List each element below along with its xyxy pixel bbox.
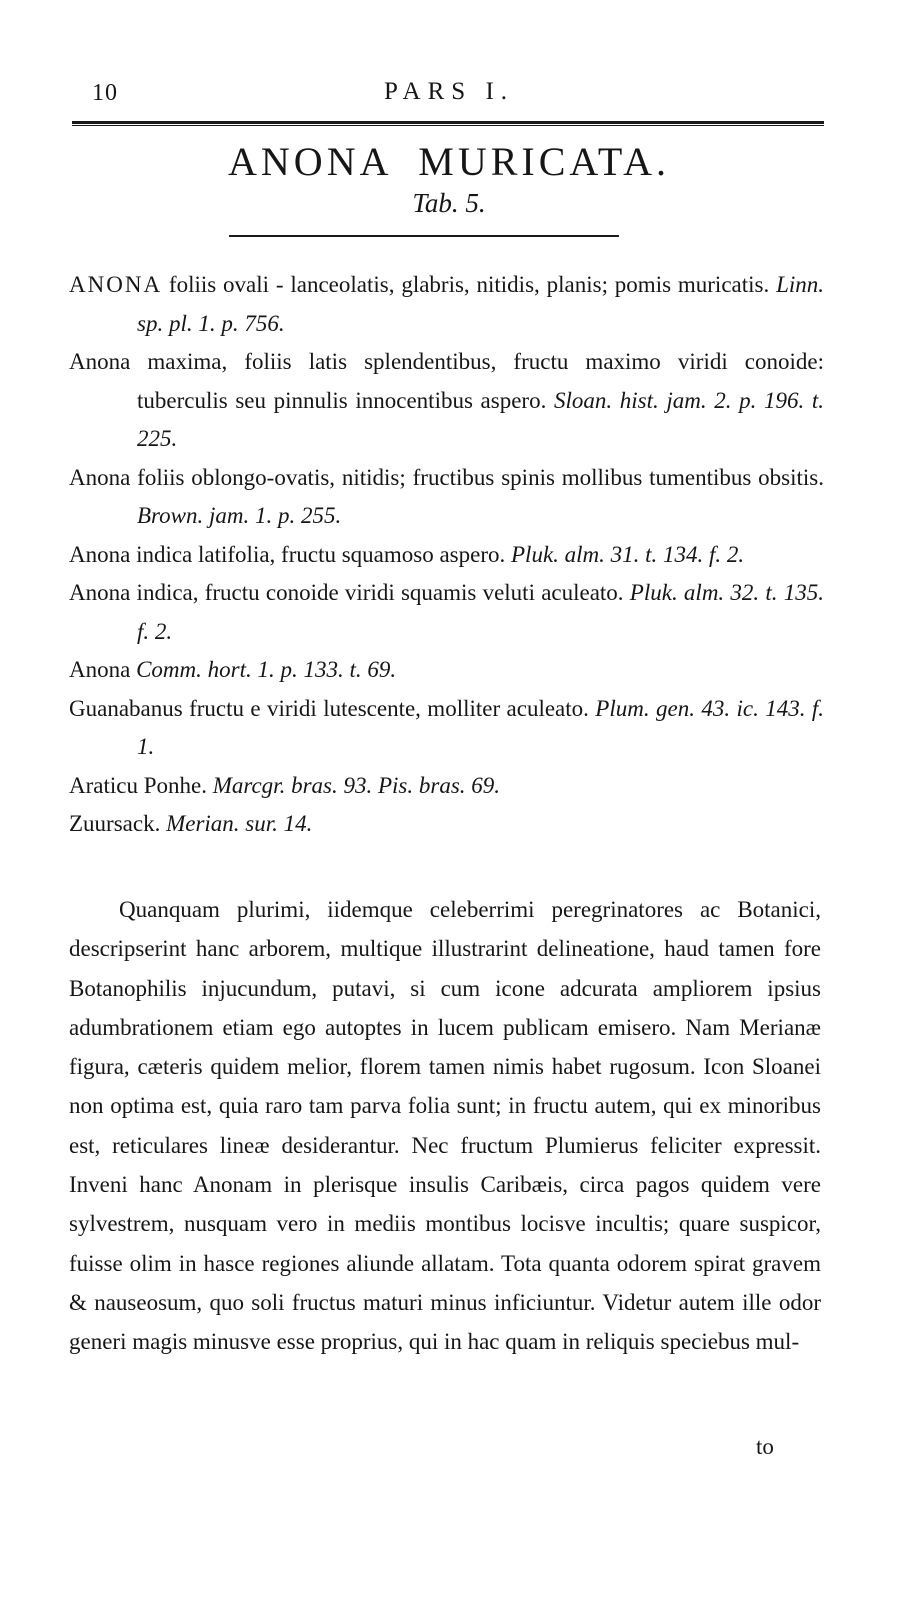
citation: Sloan. hist. jam. 2. p. 196. t. 225. xyxy=(137,387,824,451)
body-paragraph: Quanquam plurimi, iidemque celeberrimi peregrinatores ac Botanici, descripserint hanc arborem, multique illustrarint delineatione, haud tamen fore Botanophilis injucundum, putavi, si cum icone adcurata ampliorem ipsius adumbrationem etiam ego autoptes in lucem publicam emisero. Nam Merianæ figura, cæteris quidem melior, florem tamen nimis habet rugosum. Icon Sloanei non optima est, quia raro tam parva folia sunt; in fructu autem, qui ex minoribus est, reticulares lineæ desiderantur. Nec fructum Plumierus feliciter expressit. Inveni hanc Anonam in plerisque insulis Caribæis, circa pagos quidem vere sylvestrem, nusquam vero in mediis montibus locisve incultis; quare suspicor, fuisse olim in hasce regiones aliunde allatam. Tota quanta odorem spirat gravem & nauseosum, quo soli fructus maturi minus inficiuntur. Videtur autem ille odor generi magis minusve esse proprius, qui in hac quam in reliquis speciebus mul- xyxy=(69,897,821,1355)
citation: Linn. sp. pl. 1. p. 756. xyxy=(137,272,824,336)
title-rule xyxy=(229,235,619,237)
synonym-text: Zuursack. xyxy=(69,811,167,836)
synonym-text: Anona foliis oblongo-ovatis, nitidis; fructibus spinis mollibus tumentibus obsitis. xyxy=(69,464,824,490)
citation: Pluk. alm. 32. t. 135. f. 2. xyxy=(137,580,825,644)
synonym-entry xyxy=(69,767,824,806)
synonym-entry xyxy=(69,266,824,343)
synonym-entry xyxy=(69,536,824,575)
species-title: ANONA MURICATA. xyxy=(228,139,670,184)
synonym-entry xyxy=(69,343,824,459)
citation: Plum. gen. 43. ic. 143. f. 1. xyxy=(137,695,825,759)
synonym-entry xyxy=(69,690,824,767)
citation: Comm. hort. 1. p. 133. t. 69. xyxy=(136,657,397,682)
citation: Merian. sur. 14. xyxy=(166,811,313,836)
citation: Pluk. alm. 31. t. 134. f. 2. xyxy=(511,541,745,567)
running-title: PARS I. xyxy=(383,78,515,105)
catchword: to xyxy=(756,1434,774,1459)
citation: Marcgr. bras. 93. Pis. bras. 69. xyxy=(212,772,501,798)
synonym-entry xyxy=(69,805,824,844)
synonymy-list xyxy=(69,266,824,844)
synonym-entry xyxy=(69,651,824,690)
plate-reference: Tab. 5. xyxy=(412,188,486,218)
header-double-rule xyxy=(72,121,824,126)
running-head xyxy=(72,78,826,112)
synonym-text: Guanabanus fructu e viridi lutescente, molliter aculeato. xyxy=(69,695,596,721)
synonym-text: Anona maxima, foliis latis splendentibus, fructu maximo viridi conoide: tuberculis seu pinnulis innocentibus aspero. xyxy=(69,349,824,413)
synonym-text: Araticu Ponhe. xyxy=(69,772,213,798)
genus-name: ANONA xyxy=(69,272,163,297)
citation: Brown. jam. 1. p. 255. xyxy=(137,503,342,528)
synonym-text: Anona indica latifolia, fructu squamoso aspero. xyxy=(69,541,511,567)
synonym-text: Anona indica, fructu conoide viridi squamis veluti aculeato. xyxy=(69,580,630,605)
page-number: 10 xyxy=(92,80,118,106)
synonym-entry xyxy=(69,574,824,651)
synonym-entry xyxy=(69,459,824,536)
synonym-text: foliis ovali - lanceolatis, glabris, nitidis, planis; pomis muricatis. xyxy=(162,272,777,297)
synonym-text: Anona xyxy=(69,657,137,682)
